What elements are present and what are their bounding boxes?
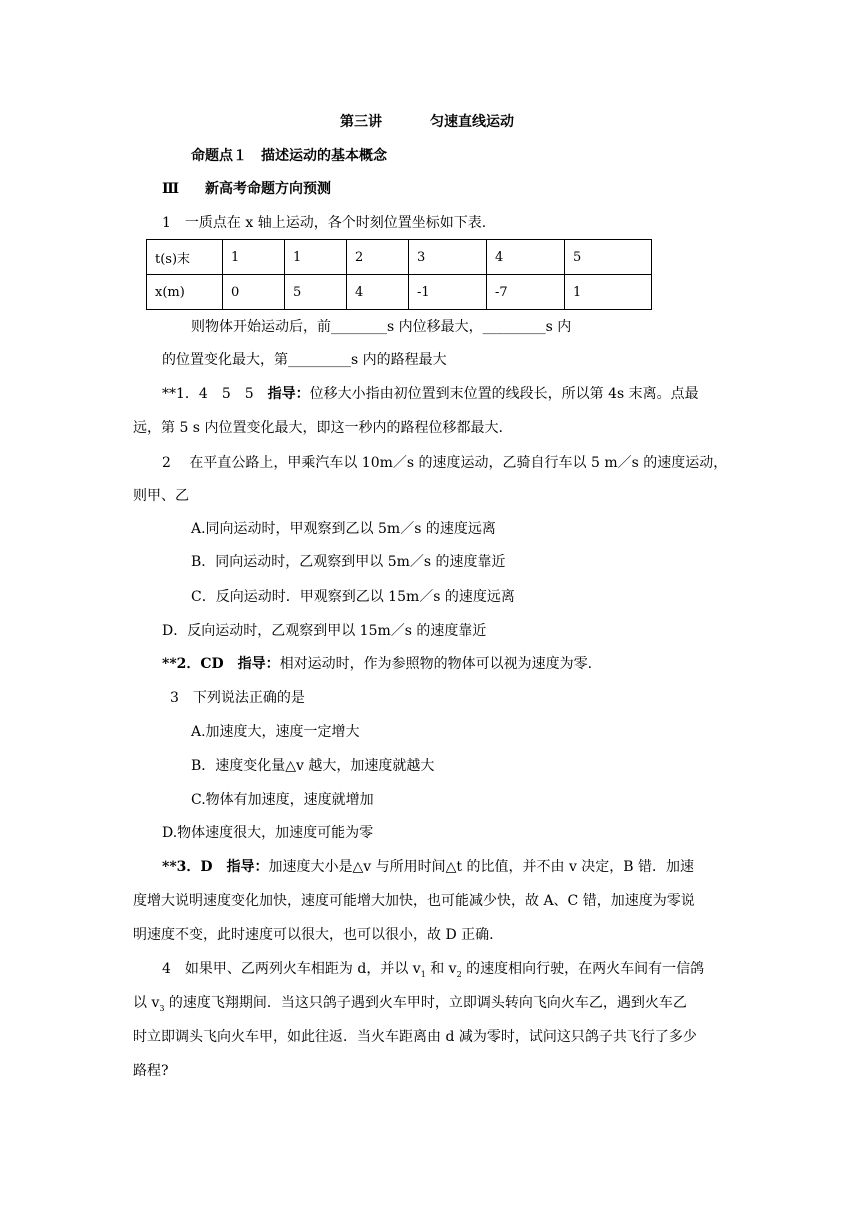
answer-label: 指导： [237, 656, 280, 672]
roman-numeral: Ⅲ [162, 181, 180, 197]
q1-answer [162, 384, 699, 404]
q3-answer [162, 857, 694, 877]
table-cell: -7 [487, 275, 565, 310]
table-cell: 0 [223, 275, 285, 310]
table-cell: 5 [285, 275, 347, 310]
answer-text: 相对运动时，作为参照物的物体可以视为速度为零. [279, 656, 593, 672]
q1-answer-line2: 远，第 5 s 内位置变化最大，即这一秒内的路程位移都最大. [133, 420, 503, 436]
q3-stem: 3 下列说法正确的是 [170, 690, 305, 706]
q1-line2: 则物体开始运动后，前________s 内位移最大，_________s 内 [191, 319, 572, 335]
table-cell: 4 [487, 240, 565, 275]
q4-line2: 以 $v_3$ 的速度飞翔期间．当这只鸽子遇到火车甲时，立即调头转向飞向火车乙，遇到火车乙 [133, 995, 687, 1013]
q4-line4: 路程? [133, 1063, 169, 1079]
lecture-title: 匀速直线运动 [430, 114, 514, 130]
q3-option-b: B．速度变化量△v 越大，加速度就越大 [191, 758, 435, 774]
q2-answer [162, 654, 592, 674]
q3-option-d: D.物体速度很大，加速度可能为零 [162, 825, 374, 841]
table-cell: 3 [409, 240, 487, 275]
q3-answer-line3: 明速度不变，此时速度可以很大，也可以很小，故 D 正确. [133, 927, 494, 943]
q4-line3: 时立即调头飞向火车甲，如此往返．当火车距离由 d 减为零时，试问这只鸽子共飞行了多少 [133, 1029, 697, 1045]
table-cell: 1 [223, 240, 285, 275]
table-cell: 1 [565, 275, 652, 310]
answer-number: **1．4 5 5 [162, 386, 268, 402]
answer-number: **2．CD [162, 656, 238, 672]
answer-number: **3．D [162, 859, 227, 875]
q2-stem-line2: 则甲、乙 [133, 488, 189, 504]
section-heading: 命题点１ 描述运动的基本概念 [191, 148, 387, 164]
q3-option-c: C.物体有加速度，速度就增加 [191, 792, 374, 808]
lecture-number: 第三讲 [340, 114, 382, 130]
table-cell: x(m) [147, 275, 223, 310]
subsection-heading: 新高考命题方向预测 [205, 181, 331, 197]
q2-stem: 2 在平直公路上，甲乘汽车以 10m／s 的速度运动，乙骑自行车以 5 m／s 的速度运动， [162, 455, 728, 471]
table-row [147, 275, 652, 310]
answer-text: 加速度大小是△v 与所用时间△t 的比值，并不由 v 决定，B 错．加速 [268, 859, 695, 875]
q4-line1: 4 如果甲、乙两列火车相距为 d，并以 $v_1$ 和 $v_2$ 的速度相向行驶，在两火车间有一信鸽 [162, 961, 705, 979]
table-cell: t(s)末 [147, 240, 223, 275]
q2-option-c: C．反向运动时．甲观察到乙以 15m／s 的速度远离 [191, 589, 515, 605]
table-row [147, 240, 652, 275]
q2-option-a: A.同向运动时，甲观察到乙以 5m／s 的速度远离 [191, 521, 496, 537]
q3-answer-line2: 度增大说明速度变化加快，速度可能增大加快，也可能减少快，故 A、C 错，加速度为零说 [133, 893, 695, 909]
q1-stem: 1 一质点在 x 轴上运动，各个时刻位置坐标如下表. [162, 215, 487, 231]
q1-line3: 的位置变化最大，第_________s 内的路程最大 [162, 352, 447, 368]
table-cell: 4 [347, 275, 409, 310]
answer-text: 位移大小指由初位置到末位置的线段长，所以第 4s 末离。点最 [309, 386, 699, 402]
table-cell: 1 [285, 240, 347, 275]
q2-option-d: D．反向运动时，乙观察到甲以 15m／s 的速度靠近 [162, 623, 487, 639]
answer-label: 指导： [226, 859, 269, 875]
table-cell: -1 [409, 275, 487, 310]
q3-option-a: A.加速度大，速度一定增大 [191, 724, 360, 740]
q2-option-b: B．同向运动时，乙观察到甲以 5m／s 的速度靠近 [191, 554, 506, 570]
answer-label: 指导： [267, 386, 310, 402]
position-table [146, 239, 652, 310]
table-cell: 2 [347, 240, 409, 275]
table-cell: 5 [565, 240, 652, 275]
